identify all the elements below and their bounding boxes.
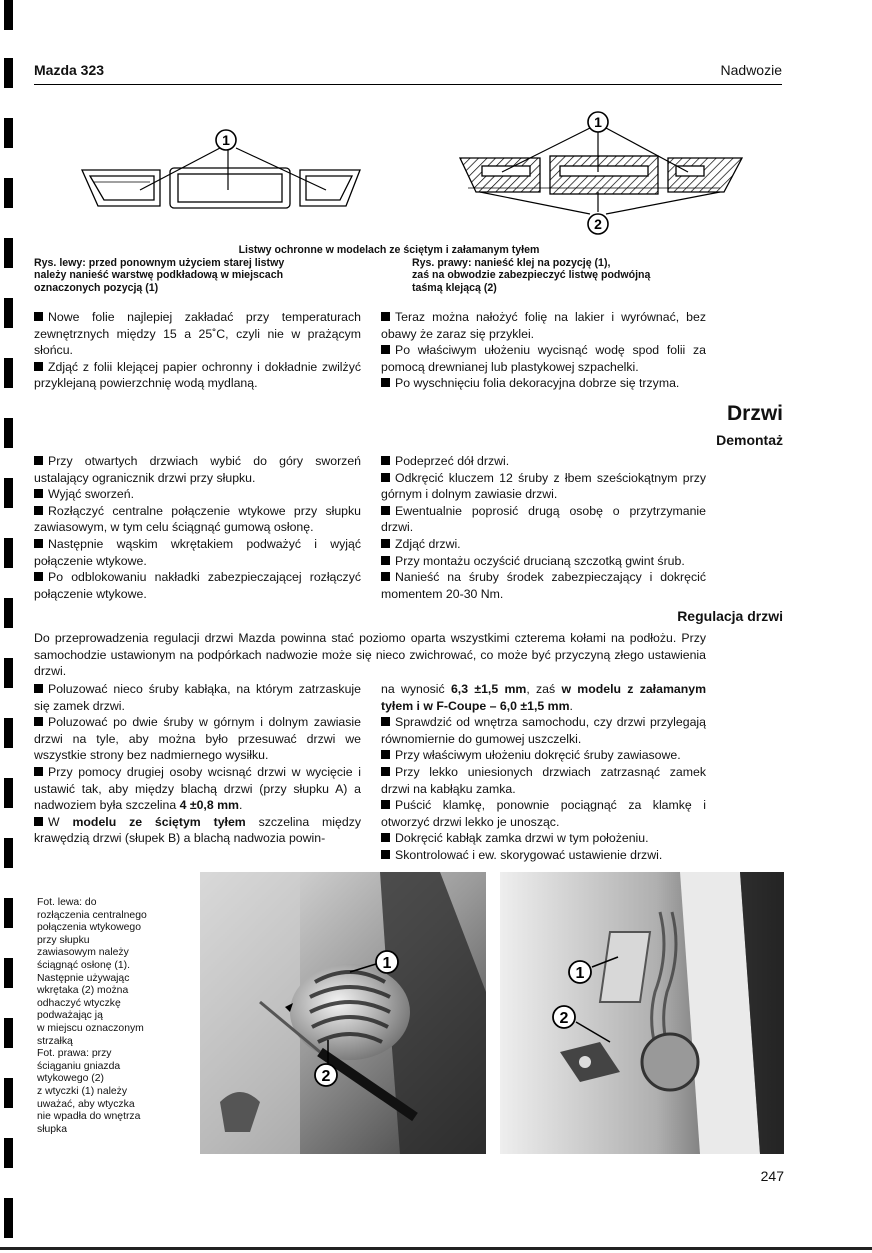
photo-caption xyxy=(37,897,197,1136)
right-callout-label-2: 2 xyxy=(594,216,602,232)
caption-line: połączenia wtykowego xyxy=(37,922,141,934)
demontaz-right-column xyxy=(381,453,706,602)
section-title: Drzwi xyxy=(726,402,783,425)
caption-line: taśmą klejącą (2) xyxy=(412,281,497,294)
paragraph: Sprawdzić od wnętrza samochodu, czy drzwi przylegają równomiernie do gumowej uszczelki. xyxy=(381,715,706,746)
demontaz-left-column xyxy=(34,453,361,602)
caption-line: wtykowego (2) xyxy=(37,1073,104,1085)
right-callout-label-1: 1 xyxy=(594,114,602,130)
paragraph: Odkręcić kluczem 12 śruby z łbem sześciokątnym przy górnym i dolnym zawiasie drzwi. xyxy=(381,470,706,502)
left-callout-lines xyxy=(140,148,326,190)
subsection-demontaz: Demontaż xyxy=(716,432,783,448)
regulacja-right-column xyxy=(381,681,706,864)
paragraph: Następnie wąskim wkrętakiem podważyć i wyjąć połączenie wtykowe. xyxy=(34,536,361,568)
bullet-icon xyxy=(381,572,390,581)
subsection-regulacja: Regulacja drzwi xyxy=(677,608,783,624)
bullet-icon xyxy=(34,489,43,498)
paragraph: Przy montażu oczyścić drucianą szczotką gwint śrub. xyxy=(381,553,706,570)
caption-line: oznaczonych pozycją (1) xyxy=(34,281,159,294)
caption-line: zawiasowym należy xyxy=(37,947,129,959)
bullet-icon xyxy=(34,572,43,581)
paragraph: W modelu ze ściętym tyłem szczelina między krawędzią drzwi (słupek B) a blachą nadwozia powin- xyxy=(34,814,361,846)
bullet-icon xyxy=(34,362,43,371)
bullet-icon xyxy=(381,850,390,859)
header-section: Nadwozie xyxy=(720,62,782,78)
paragraph: Puścić klamkę, ponownie pociągnąć za klamkę i otworzyć drzwi lekko je unosząc. xyxy=(381,798,706,829)
bullet-icon xyxy=(381,556,390,565)
paragraph: Skontrolować i ew. skorygować ustawienie drzwi. xyxy=(381,847,706,864)
paragraph: Zdjąć z folii klejącej papier ochronny i dokładnie zwilżyć przyklejaną powierzchnię wodą mydlaną. xyxy=(34,359,361,391)
bullet-icon xyxy=(381,456,390,465)
caption-line: ściąganiu gniazda xyxy=(37,1060,121,1072)
intro-left-column xyxy=(34,309,361,392)
bullet-icon xyxy=(381,833,390,842)
caption-line: Rys. lewy: przed ponownym użyciem starej listwy xyxy=(34,257,285,269)
callout-label: 2 xyxy=(321,1068,331,1085)
moulding-diagram xyxy=(70,108,750,242)
bullet-icon xyxy=(34,506,43,515)
bullet-icon xyxy=(34,817,43,826)
left-callout-label: 1 xyxy=(222,132,230,148)
bullet-icon xyxy=(381,539,390,548)
bullet-icon xyxy=(381,378,390,387)
paragraph: Podeprzeć dół drzwi. xyxy=(381,453,706,470)
paragraph: Po odblokowaniu nakładki zabezpieczającej rozłączyć połączenie wtykowe. xyxy=(34,570,361,601)
paragraph: Zdjąć drzwi. xyxy=(381,536,706,553)
page-number: 247 xyxy=(760,1168,784,1184)
paragraph: na wynosić 6,3 ±1,5 mm, zaś w modelu z załamanym tyłem i w F-Coupe – 6,0 ±1,5 mm. xyxy=(381,682,706,713)
caption-line: rozłączenia centralnego xyxy=(37,909,147,921)
paragraph: Przy otwartych drzwiach wybić do góry sworzeń ustalający ogranicznik drzwi przy słupku. xyxy=(34,454,361,485)
bullet-icon xyxy=(381,345,390,354)
bullet-icon xyxy=(381,717,390,726)
header-rule xyxy=(34,84,782,85)
figure-caption-left xyxy=(34,257,364,294)
photo-left xyxy=(200,872,486,1154)
caption-line: Rys. prawy: nanieść klej na pozycję (1), xyxy=(412,257,611,269)
bullet-icon xyxy=(381,800,390,809)
bullet-icon xyxy=(34,684,43,693)
callout-label: 1 xyxy=(382,955,392,972)
paragraph: Po właściwym ułożeniu wycisnąć wodę spod folii za pomocą drewnianej lub plastykowej szpachelki. xyxy=(381,343,706,374)
bullet-icon xyxy=(381,312,390,321)
regulacja-left-column xyxy=(34,681,361,847)
bullet-icon xyxy=(34,456,43,465)
paragraph: Rozłączyć centralne połączenie wtykowe przy słupku zawiasowym, w tym celu ściągnąć gumową osłonę. xyxy=(34,503,361,535)
callout-label: 1 xyxy=(575,965,585,982)
caption-line: ściągnąć osłonę (1). xyxy=(37,959,130,971)
photo-right xyxy=(500,872,784,1154)
caption-line: z wtyczki (1) należy xyxy=(37,1085,128,1097)
caption-line: odhaczyć wtyczkę xyxy=(37,997,121,1009)
bullet-icon xyxy=(381,506,390,515)
caption-line: wkrętaka (2) można xyxy=(37,985,129,997)
paragraph: Dokręcić kabłąk zamka drzwi w tym położeniu. xyxy=(381,830,706,847)
paragraph: Wyjąć sworzeń. xyxy=(34,486,361,503)
paragraph: Poluzować nieco śruby kabłąka, na którym zatrzaskuje się zamek drzwi. xyxy=(34,682,361,713)
caption-line: Fot. lewa: do xyxy=(37,897,97,908)
paragraph: Nowe folie najlepiej zakładać przy temperaturach zewnętrznych między 15 a 25˚C, czyli nie w prażącym słońcu. xyxy=(34,310,361,358)
caption-line: podważając ją xyxy=(37,1010,103,1022)
paragraph: Teraz można nałożyć folię na lakier i wyrównać, bez obawy że zaraz się przyklei. xyxy=(381,310,706,341)
callout-label: 2 xyxy=(559,1010,569,1027)
bullet-icon xyxy=(34,312,43,321)
paragraph: Przy lekko uniesionych drzwiach zatrzasnąć zamek drzwi na kabłąku zamka. xyxy=(381,764,706,796)
paragraph: Ewentualnie poprosić drugą osobę o przytrzymanie drzwi. xyxy=(381,503,706,535)
caption-line: Fot. prawa: przy xyxy=(37,1048,112,1060)
caption-line: zaś na obwodzie zabezpieczyć listwę podwójną xyxy=(412,269,651,282)
bullet-icon xyxy=(381,767,390,776)
figure-title: Listwy ochronne w modelach ze ściętym i załamanym tyłem xyxy=(238,244,540,256)
caption-line: uważać, aby wtyczka xyxy=(37,1098,135,1110)
caption-line: nie wpadła do wnętrza xyxy=(37,1111,141,1123)
bullet-icon xyxy=(34,717,43,726)
caption-line: w miejscu oznaczonym xyxy=(37,1022,144,1034)
figure-caption-right xyxy=(412,257,742,294)
bullet-icon xyxy=(381,473,390,482)
caption-line: strzałką xyxy=(37,1035,73,1047)
bullet-icon xyxy=(381,750,390,759)
intro-right-column xyxy=(381,309,706,392)
caption-line: słupka xyxy=(37,1123,68,1135)
paragraph: Nanieść na śruby środek zabezpieczający i dokręcić momentem 20-30 Nm. xyxy=(381,570,706,601)
caption-line: Następnie używając xyxy=(37,972,130,984)
left-moulding-section xyxy=(82,168,360,208)
caption-line: przy słupku xyxy=(37,934,90,946)
bullet-icon xyxy=(34,767,43,776)
bullet-icon xyxy=(34,539,43,548)
right-moulding-section xyxy=(460,156,742,194)
header-title: Mazda 323 xyxy=(34,62,105,78)
bottom-edge-line xyxy=(0,1247,872,1250)
regulacja-intro: Do przeprowadzenia regulacji drzwi Mazda powinna stać poziomo oparta wszystkimi czterema kołami na podłożu. Przy samochodzie ustawionym na podpórkach nadwozie może się nieco zwichrować, co może być przyczyną złego ustawienia drzwi. xyxy=(34,631,706,679)
paragraph: Poluzować po dwie śruby w górnym i dolnym zawiasie drzwi na tyle, aby można było przesuwać drzwi we wszystkie strony bez nadmiernego wysiłku. xyxy=(34,715,361,763)
paragraph: Przy właściwym ułożeniu dokręcić śruby zawiasowe. xyxy=(381,747,706,764)
paragraph: Przy pomocy drugiej osoby wcisnąć drzwi w wycięcie i ustawić tak, aby między blachą drzwi (przy słupku A) a nadwoziem była szczelina 4 ±0,8 mm. xyxy=(34,764,361,813)
caption-line: należy nanieść warstwę podkładową w miejscach xyxy=(34,269,284,282)
paragraph: Po wyschnięciu folia dekoracyjna dobrze się trzyma. xyxy=(381,375,706,392)
